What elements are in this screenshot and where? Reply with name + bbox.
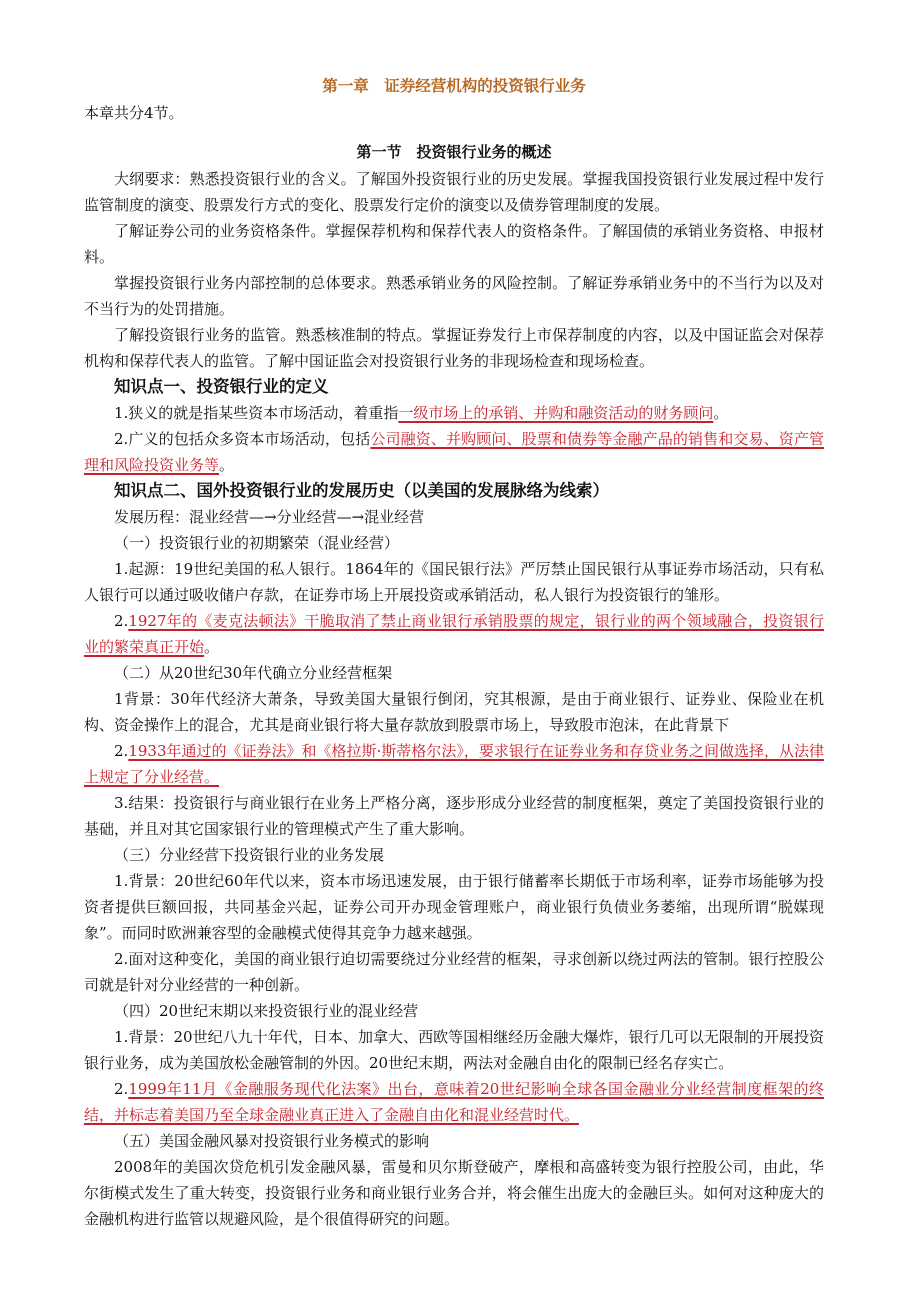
paragraph: 1背景：30年代经济大萧条，导致美国大量银行倒闭，究其根源，是由于商业银行、证券业、保险业在机构、资金操作上的混合，尤其是商业银行将大量存款放到股票市场上，导致股市泡沫，在此背景下 (84, 690, 824, 734)
text-segment: 2. (114, 1080, 129, 1098)
outline-paragraph: 掌握投资银行业务内部控制的总体要求。熟悉承销业务的风险控制。了解证券承销业务中的不当行为以及对不当行为的处罚措施。 (84, 274, 824, 318)
document-body (84, 72, 824, 1232)
paragraph: 1.起源：19世纪美国的私人银行。1864年的《国民银行法》严厉禁止国民银行从事证券市场活动，只有私人银行可以通过吸收储户存款，在证券市场上开展投资或承销活动，私人银行为投资银行的雏形。 (84, 560, 824, 604)
highlighted-text: 公司融资、并购顾问、股票和债券等金融产品的销售和交易、资产管理和风险投资业务等 (84, 430, 824, 474)
definition-narrow (84, 400, 824, 426)
knowledge-point-title: 知识点二、国外投资银行业的发展历史（以美国的发展脉络为线索） (114, 481, 609, 500)
text-segment: 2. (114, 742, 129, 760)
paragraph: 1.背景：20世纪八九十年代，日本、加拿大、西欧等国相继经历金融大爆炸，银行几可以无限制的开展投资银行业务，成为美国放松金融管制的外因。20世纪末期，两法对金融自由化的限制已经名存实亡。 (84, 1028, 824, 1072)
paragraph: 1.背景：20世纪60年代以来，资本市场迅速发展，由于银行储蓄率长期低于市场利率，证券市场能够为投资者提供巨额回报，共同基金兴起，证券公司开办现金管理账户，商业银行负债业务萎缩，出现所谓“脱媒现象”。而同时欧洲兼容型的金融模式使得其竞争力越来越强。 (84, 872, 824, 942)
knowledge-point-title: 知识点一、投资银行业的定义 (114, 377, 329, 396)
paragraph (84, 1076, 824, 1128)
subsection-title: （二）从20世纪30年代确立分业经营框架 (114, 664, 393, 682)
development-process: 发展历程：混业经营—→分业经营—→混业经营 (114, 508, 425, 526)
outline-paragraph: 了解证券公司的业务资格条件。掌握保荐机构和保荐代表人的资格条件。了解国债的承销业务资格、申报材料。 (84, 222, 824, 266)
subsection-title: （三）分业经营下投资银行业的业务发展 (114, 846, 385, 864)
paragraph (84, 608, 824, 660)
paragraph: 2008年的美国次贷危机引发金融风暴，雷曼和贝尔斯登破产，摩根和高盛转变为银行控股公司，由此，华尔街模式发生了重大转变，投资银行业务和商业银行业务合并，将会催生出庞大的金融巨头。如何对这种庞大的金融机构进行监管以规避风险，是个很值得研究的问题。 (84, 1158, 824, 1228)
highlighted-text: 1933年通过的《证券法》和《格拉斯·斯蒂格尔法》，要求银行在证券业务和存贷业务之间做选择，从法律上规定了分业经营。 (84, 742, 824, 786)
text-segment: 。 (204, 638, 220, 656)
text-segment: 1.狭义的就是指某些资本市场活动，着重指 (114, 404, 399, 422)
paragraph: 3.结果：投资银行与商业银行在业务上严格分离，逐步形成分业经营的制度框架，奠定了美国投资银行业的基础，并且对其它国家银行业的管理模式产生了重大影响。 (84, 794, 824, 838)
text-segment: 。 (219, 456, 235, 474)
highlighted-text: 1927年的《麦克法顿法》干脆取消了禁止商业银行承销股票的规定，银行业的两个领域融合，投资银行业的繁荣真正开始 (84, 612, 824, 656)
highlighted-text: 1999年11月《金融服务现代化法案》出台，意味着20世纪影响全球各国金融业分业经营制度框架的终结，并标志着美国乃至全球金融业真正进入了金融自由化和混业经营时代。 (84, 1080, 824, 1124)
subsection-title: （五）美国金融风暴对投资银行业务模式的影响 (114, 1132, 430, 1150)
text-segment: 2. (114, 612, 129, 630)
section-title: 第一节 投资银行业务的概述 (356, 143, 552, 161)
paragraph: 2.面对这种变化，美国的商业银行迫切需要绕过分业经营的框架，寻求创新以绕过两法的管制。银行控股公司就是针对分业经营的一种创新。 (84, 950, 824, 994)
paragraph (84, 738, 824, 790)
subsection-title: （一）投资银行业的初期繁荣（混业经营） (114, 534, 400, 552)
highlighted-text: 一级市场上的承销、并购和融资活动的财务顾问 (398, 404, 714, 422)
chapter-note: 本章共分4节。 (84, 104, 184, 122)
definition-broad (84, 426, 824, 478)
chapter-title: 第一章 证券经营机构的投资银行业务 (322, 76, 586, 95)
subsection-title: （四）20世纪末期以来投资银行业的混业经营 (114, 1002, 419, 1020)
text-segment: 。 (713, 404, 729, 422)
text-segment: 2.广义的包括众多资本市场活动，包括 (114, 430, 371, 448)
outline-paragraph: 了解投资银行业务的监管。熟悉核准制的特点。掌握证券发行上市保荐制度的内容，以及中国证监会对保荐机构和保荐代表人的监管。了解中国证监会对投资银行业务的非现场检查和现场检查。 (84, 326, 824, 370)
outline-paragraph: 大纲要求：熟悉投资银行业的含义。了解国外投资银行业的历史发展。掌握我国投资银行业发展过程中发行监管制度的演变、股票发行方式的变化、股票发行定价的演变以及债券管理制度的发展。 (84, 170, 824, 214)
